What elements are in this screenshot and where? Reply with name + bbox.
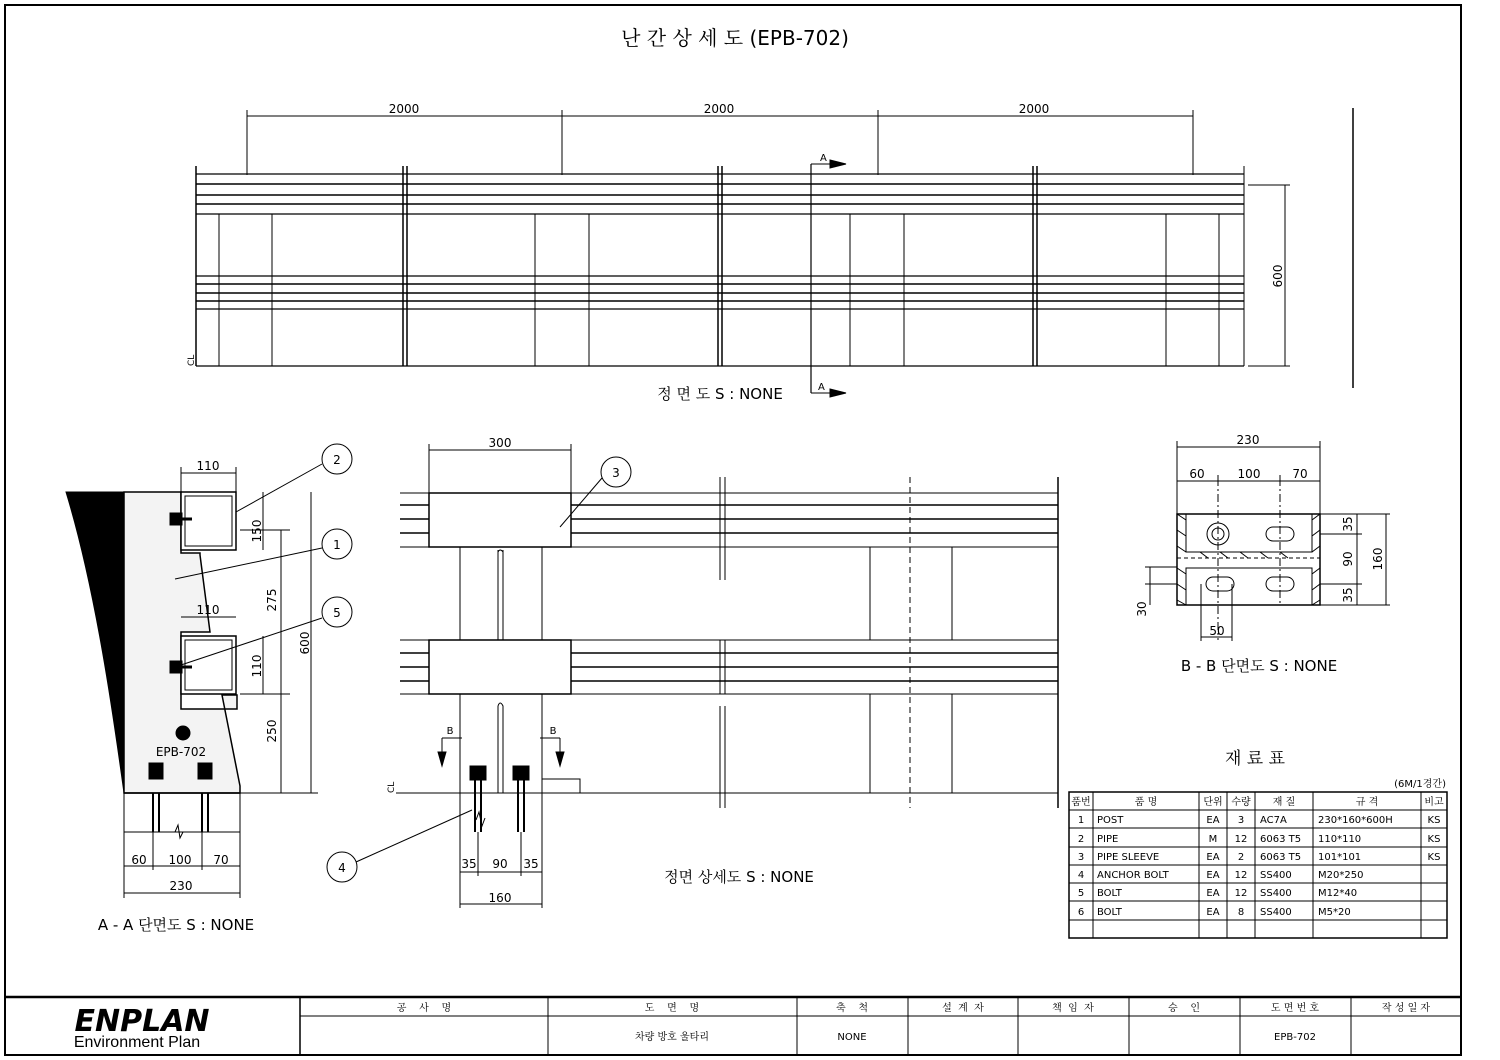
front-detail (327, 444, 1058, 908)
material-table-cell: EA (1206, 852, 1220, 863)
bb-dim-30: 30 (1135, 601, 1149, 617)
section-a-top: A (820, 153, 827, 164)
section-aa (66, 444, 352, 898)
fd-dim-300: 300 (488, 436, 512, 450)
material-table-title: 재 료 표 (1224, 749, 1286, 769)
bb-view-label: B - B 단면도 S : NONE (1180, 657, 1338, 675)
bb-dim-50: 50 (1209, 624, 1225, 638)
tb-label-project: 공 사 명 (396, 1003, 452, 1014)
front-detail-text (338, 436, 814, 905)
section-b-left: B (446, 726, 454, 737)
fd-dim-35a: 35 (461, 857, 477, 871)
material-table-cell: 230*160*600H (1318, 815, 1393, 826)
material-table-cell: 12 (1234, 870, 1248, 881)
section-bb-text (1135, 433, 1385, 675)
material-table (1069, 748, 1447, 938)
material-table-cell: KS (1427, 815, 1441, 826)
aa-dim-110v: 110 (250, 654, 264, 678)
dim-span3: 2000 (1018, 102, 1050, 116)
material-table-cell: 8 (1237, 907, 1245, 918)
material-table-cell: BOLT (1097, 907, 1122, 918)
bb-dim-90: 90 (1341, 551, 1355, 567)
bb-dim-160: 160 (1371, 547, 1385, 571)
fd-dim-35b: 35 (523, 857, 539, 871)
dim-span2: 2000 (703, 102, 735, 116)
material-table-cell: BOLT (1097, 888, 1122, 899)
section-a-bottom: A (818, 382, 825, 393)
dim-span1: 2000 (388, 102, 420, 116)
material-table-cell: M (1208, 834, 1218, 845)
post-label: EPB-702 (155, 745, 207, 759)
brand-subtitle: Environment Plan (73, 1034, 201, 1051)
front-elevation-text (187, 102, 1285, 403)
tb-label-designer: 설 계 자 (942, 1003, 984, 1014)
material-table-cell: 6 (1077, 907, 1085, 918)
material-table-cell: KS (1427, 852, 1441, 863)
material-table-cell: 2 (1077, 834, 1085, 845)
material-table-cell: AC7A (1260, 815, 1287, 826)
material-header-cell: 품번 (1071, 797, 1091, 808)
material-table-cell: PIPE (1097, 834, 1119, 845)
callout-2: 2 (333, 453, 341, 467)
title-block (5, 997, 1461, 1055)
aa-dim-275: 275 (265, 588, 279, 612)
fd-dim-90: 90 (492, 857, 508, 871)
tb-label-date: 작 성 일 자 (1381, 1003, 1431, 1014)
material-table-header (1071, 795, 1444, 808)
tb-drawing-no: EPB-702 (1274, 1032, 1316, 1043)
material-table-cell: POST (1097, 815, 1124, 826)
material-table-cell: SS400 (1260, 907, 1292, 918)
section-bb (1145, 441, 1390, 641)
aa-view-label: A - A 단면도 S : NONE (97, 916, 255, 934)
material-table-cell: M12*40 (1318, 888, 1358, 899)
callout-5: 5 (333, 606, 341, 620)
fd-dim-160: 160 (488, 891, 512, 905)
title-block-text (74, 1001, 1431, 1051)
tb-label-drawing-name: 도 면 명 (644, 1003, 700, 1014)
material-header-cell: 품 명 (1134, 797, 1158, 808)
material-table-cell: PIPE SLEEVE (1097, 852, 1160, 863)
material-table-cell: SS400 (1260, 888, 1292, 899)
material-table-cell: EA (1206, 907, 1220, 918)
material-table-cell: ANCHOR BOLT (1097, 870, 1169, 881)
material-table-cell: EA (1206, 815, 1220, 826)
bb-dim-230: 230 (1236, 433, 1260, 447)
aa-dim-600: 600 (298, 631, 312, 655)
dim-height: 600 (1271, 264, 1285, 288)
bb-dim-35b: 35 (1341, 587, 1355, 603)
material-table-cell: EA (1206, 888, 1220, 899)
material-table-body (1078, 815, 1441, 918)
material-header-cell: 비고 (1424, 797, 1444, 808)
aa-dim-150: 150 (250, 519, 264, 543)
material-table-cell: 3 (1077, 852, 1085, 863)
front-view-label: 정 면 도 S : NONE (657, 385, 783, 403)
material-table-cell: 6063 T5 (1260, 834, 1302, 845)
material-table-cell: 12 (1234, 888, 1248, 899)
tb-drawing-name: 차량 방호 울타리 (635, 1032, 709, 1043)
aa-dim-250: 250 (265, 719, 279, 743)
material-table-cell: 2 (1237, 852, 1245, 863)
bb-dim-60: 60 (1189, 467, 1205, 481)
front-elevation (196, 108, 1353, 397)
aa-dim-70: 70 (213, 853, 229, 867)
tb-scale: NONE (837, 1032, 867, 1043)
tb-label-responsible: 책 임 자 (1052, 1003, 1094, 1014)
material-header-cell: 수량 (1231, 797, 1251, 808)
drawing-title: 난 간 상 세 도 (EPB-702) (621, 26, 849, 50)
fd-centerline: CL (387, 781, 397, 793)
material-table-cell: M5*20 (1318, 907, 1351, 918)
material-table-cell: 110*110 (1318, 834, 1362, 845)
material-table-cell: EA (1206, 870, 1220, 881)
material-header-cell: 단위 (1203, 797, 1223, 808)
material-header-cell: 재 질 (1272, 797, 1296, 808)
aa-dim-110-mid: 110 (196, 603, 220, 617)
callout-1: 1 (333, 538, 341, 552)
material-table-cell: 6063 T5 (1260, 852, 1302, 863)
material-table-cell: SS400 (1260, 870, 1292, 881)
aa-dim-230: 230 (169, 879, 193, 893)
material-table-cell: 1 (1077, 815, 1085, 826)
centerline-mark: CL (187, 354, 197, 366)
bb-dim-70: 70 (1292, 467, 1308, 481)
tb-label-approver: 승 인 (1167, 1003, 1201, 1014)
material-table-cell: 3 (1237, 815, 1245, 826)
material-header-cell: 규 격 (1355, 797, 1379, 808)
aa-dim-110-top: 110 (196, 459, 220, 473)
tb-label-scale: 축 척 (835, 1003, 869, 1014)
material-table-cell: 4 (1077, 870, 1085, 881)
material-table-note: (6M/1경간) (1394, 779, 1446, 790)
aa-dim-60: 60 (131, 853, 147, 867)
material-table-cell: 101*101 (1318, 852, 1362, 863)
front-detail-label: 정면 상세도 S : NONE (664, 868, 814, 886)
bb-dim-35a: 35 (1341, 516, 1355, 532)
callout-3: 3 (612, 466, 620, 480)
callout-4: 4 (338, 861, 346, 875)
material-table-cell: M20*250 (1318, 870, 1364, 881)
brand-logo: ENPLAN (74, 1004, 210, 1039)
bb-dim-100: 100 (1237, 467, 1261, 481)
section-b-right: B (549, 726, 557, 737)
material-table-cell: KS (1427, 834, 1441, 845)
tb-label-drawing-no: 도 면 번 호 (1270, 1003, 1320, 1014)
aa-dim-100: 100 (168, 853, 192, 867)
material-table-cell: 5 (1077, 888, 1085, 899)
material-table-cell: 12 (1234, 834, 1248, 845)
